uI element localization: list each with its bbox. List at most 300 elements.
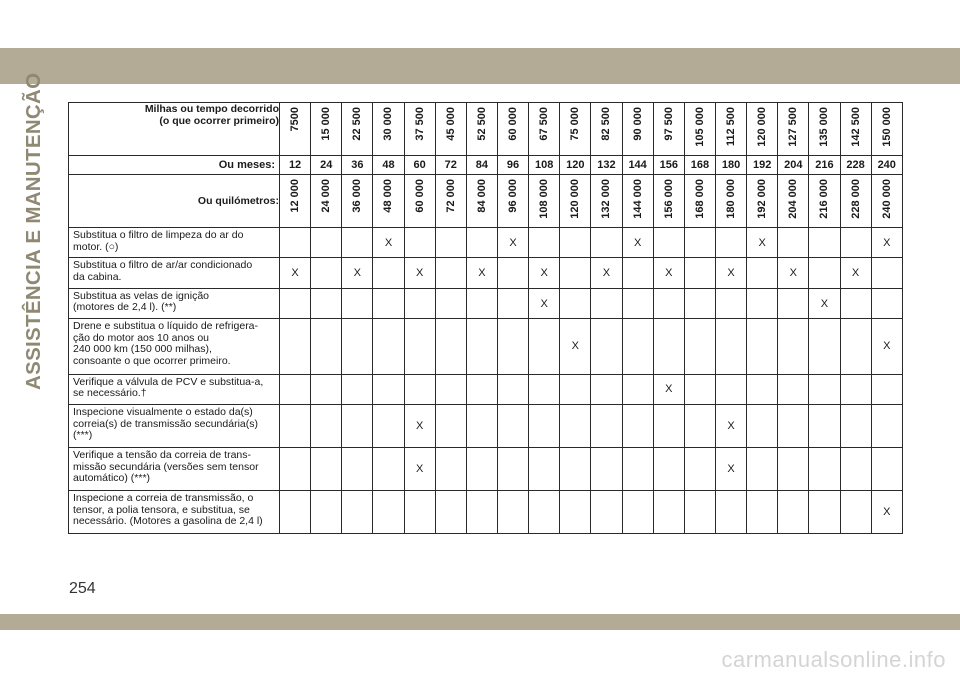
miles-cell — [404, 103, 435, 156]
service-mark-cell — [778, 319, 809, 374]
service-mark: X — [540, 267, 548, 280]
miles-value: 135 000 — [818, 107, 831, 147]
service-description-line: Substitua o filtro de ar/ar condicionado — [73, 259, 253, 272]
service-mark-cell — [342, 228, 373, 258]
service-mark-cell — [622, 374, 653, 404]
service-mark-cell — [809, 448, 840, 491]
km-value: 108 000 — [538, 179, 551, 219]
service-mark-cell — [871, 448, 902, 491]
maintenance-schedule-table — [68, 102, 903, 534]
service-mark-cell — [809, 405, 840, 448]
service-mark-cell — [497, 288, 528, 318]
km-cell — [778, 175, 809, 228]
service-mark-cell — [560, 448, 591, 491]
service-mark-cell — [560, 405, 591, 448]
miles-cell — [840, 103, 871, 156]
service-mark-cell — [684, 448, 715, 491]
km-value: 168 000 — [693, 179, 706, 219]
miles-cell — [622, 103, 653, 156]
service-mark-cell — [435, 491, 466, 534]
service-description-line: (***) — [73, 429, 93, 442]
service-mark-cell — [466, 448, 497, 491]
miles-value: 90 000 — [631, 107, 644, 141]
months-cell: 204 — [778, 156, 809, 175]
service-row — [69, 448, 903, 491]
miles-cell — [684, 103, 715, 156]
service-mark-cell — [715, 258, 746, 288]
service-mark-cell — [747, 258, 778, 288]
service-mark: X — [633, 236, 642, 249]
miles-value: 60 000 — [507, 107, 520, 141]
service-mark-cell — [591, 491, 622, 534]
miles-cell — [778, 103, 809, 156]
km-value: 36 000 — [351, 179, 364, 213]
side-title-text: ASSISTÊNCIA E MANUTENÇÃO — [22, 72, 45, 390]
service-mark: X — [727, 463, 735, 476]
service-mark-cell — [653, 258, 684, 288]
service-mark: X — [758, 236, 766, 249]
miles-cell — [497, 103, 528, 156]
service-mark-cell — [653, 448, 684, 491]
km-cell — [280, 175, 311, 228]
km-cell — [404, 175, 435, 228]
service-mark-cell — [311, 374, 342, 404]
service-mark-cell — [435, 374, 466, 404]
service-mark-cell — [871, 491, 902, 534]
miles-header-label-line: (o que ocorrer primeiro) — [159, 115, 279, 127]
service-mark-cell — [715, 405, 746, 448]
service-mark-cell — [591, 405, 622, 448]
service-mark: X — [665, 383, 673, 396]
service-mark-cell — [466, 405, 497, 448]
service-mark-cell — [840, 228, 871, 258]
km-value: 132 000 — [600, 179, 613, 219]
top-band — [0, 48, 960, 84]
miles-cell — [653, 103, 684, 156]
miles-cell — [435, 103, 466, 156]
service-mark-cell — [684, 319, 715, 374]
km-value: 192 000 — [756, 179, 769, 219]
header-row-km — [69, 175, 903, 228]
service-description — [69, 374, 280, 404]
service-mark: X — [883, 506, 891, 518]
miles-value: 142 500 — [849, 107, 862, 147]
service-description-line: missão secundária (versões sem tensor — [73, 460, 259, 473]
service-mark-cell — [840, 374, 871, 404]
service-mark-cell — [280, 448, 311, 491]
service-description-line: consoante o que ocorrer primeiro. — [73, 354, 231, 367]
service-mark: X — [353, 267, 362, 280]
miles-value: 120 000 — [756, 107, 769, 147]
km-cell — [435, 175, 466, 228]
km-value: 12 000 — [289, 179, 302, 213]
service-description-line: Inspecione a correia de transmissão, o — [73, 492, 254, 504]
miles-cell — [747, 103, 778, 156]
header-row-miles — [69, 103, 903, 156]
service-mark-cell — [560, 228, 591, 258]
service-description-line: da cabina. — [73, 270, 122, 283]
service-mark-cell — [373, 288, 404, 318]
service-mark-cell — [435, 228, 466, 258]
miles-value: 37 500 — [413, 107, 426, 141]
service-description-line: Verifique a tensão da correia de trans- — [73, 449, 252, 462]
months-cell: 120 — [560, 156, 591, 175]
miles-cell — [311, 103, 342, 156]
service-mark-cell — [778, 374, 809, 404]
service-mark-cell — [529, 374, 560, 404]
service-mark-cell — [280, 405, 311, 448]
service-mark-cell — [560, 319, 591, 374]
service-mark-cell — [871, 258, 902, 288]
service-mark-cell — [529, 491, 560, 534]
service-mark-cell — [280, 228, 311, 258]
service-mark-cell — [435, 258, 466, 288]
km-value: 72 000 — [444, 179, 457, 213]
service-description-line: automático) (***) — [73, 472, 151, 485]
service-mark-cell — [404, 448, 435, 491]
service-mark-cell — [529, 448, 560, 491]
service-mark-cell — [715, 319, 746, 374]
service-mark-cell — [497, 405, 528, 448]
service-mark-cell — [311, 258, 342, 288]
service-mark: X — [727, 420, 735, 433]
service-mark-cell — [373, 491, 404, 534]
service-row — [69, 258, 903, 288]
service-mark-cell — [715, 448, 746, 491]
service-mark-cell — [497, 258, 528, 288]
miles-value: 67 500 — [538, 107, 551, 141]
service-mark-cell — [466, 374, 497, 404]
km-cell — [653, 175, 684, 228]
miles-value: 30 000 — [382, 107, 395, 141]
service-description-line: se necessário.† — [73, 387, 147, 400]
service-mark-cell — [622, 288, 653, 318]
km-value: 60 000 — [413, 179, 426, 213]
service-mark-cell — [622, 491, 653, 534]
service-mark-cell — [529, 288, 560, 318]
watermark: carmanualsonline.info — [721, 647, 946, 672]
service-mark-cell — [840, 288, 871, 318]
service-mark-cell — [404, 374, 435, 404]
service-mark-cell — [435, 405, 466, 448]
service-row — [69, 491, 903, 534]
service-mark-cell — [560, 491, 591, 534]
service-description — [69, 491, 280, 534]
service-mark: X — [478, 267, 486, 280]
miles-value: 150 000 — [880, 107, 893, 147]
service-mark-cell — [529, 258, 560, 288]
service-description-line: necessário. (Motores a gasolina de 2,4 l) — [73, 515, 263, 527]
service-mark-cell — [653, 374, 684, 404]
service-mark-cell — [809, 374, 840, 404]
miles-cell — [373, 103, 404, 156]
km-cell — [591, 175, 622, 228]
bottom-band — [0, 614, 960, 630]
service-mark-cell — [311, 288, 342, 318]
service-mark-cell — [497, 448, 528, 491]
service-mark-cell — [622, 448, 653, 491]
service-row — [69, 319, 903, 374]
months-cell: 72 — [435, 156, 466, 175]
months-cell: 96 — [497, 156, 528, 175]
service-mark-cell — [560, 374, 591, 404]
service-mark-cell — [747, 374, 778, 404]
service-mark: X — [665, 267, 673, 280]
km-cell — [311, 175, 342, 228]
service-mark-cell — [404, 405, 435, 448]
km-value: 180 000 — [725, 179, 738, 219]
service-mark: X — [727, 267, 735, 280]
service-description-line: Drene e substitua o líquido de refrigera- — [73, 320, 259, 333]
service-mark-cell — [622, 405, 653, 448]
service-mark-cell — [342, 491, 373, 534]
months-cell: 192 — [747, 156, 778, 175]
km-value: 240 000 — [880, 179, 893, 219]
service-row — [69, 228, 903, 258]
km-value: 216 000 — [818, 179, 831, 219]
service-mark-cell — [715, 374, 746, 404]
service-mark-cell — [684, 228, 715, 258]
service-mark-cell — [342, 258, 373, 288]
service-mark-cell — [311, 319, 342, 374]
km-cell — [342, 175, 373, 228]
service-description-line: correia(s) de transmissão secundária(s) — [73, 417, 258, 430]
service-row — [69, 374, 903, 404]
service-description — [69, 258, 280, 288]
km-cell — [622, 175, 653, 228]
km-cell — [684, 175, 715, 228]
miles-value: 82 500 — [600, 107, 613, 141]
months-cell: 84 — [466, 156, 497, 175]
service-mark-cell — [497, 374, 528, 404]
miles-value: 112 500 — [725, 107, 738, 147]
km-value: 96 000 — [507, 179, 520, 213]
service-mark-cell — [591, 448, 622, 491]
months-cell: 156 — [653, 156, 684, 175]
service-mark-cell — [466, 491, 497, 534]
service-description-line: Inspecione visualmente o estado da(s) — [73, 406, 253, 419]
service-mark-cell — [591, 374, 622, 404]
service-mark-cell — [404, 258, 435, 288]
service-mark-cell — [778, 258, 809, 288]
service-mark-cell — [871, 374, 902, 404]
km-cell — [529, 175, 560, 228]
service-mark-cell — [747, 319, 778, 374]
service-mark-cell — [373, 374, 404, 404]
service-mark: X — [571, 340, 579, 353]
header-row-months — [69, 156, 903, 175]
service-mark-cell — [684, 258, 715, 288]
service-mark-cell — [653, 319, 684, 374]
service-description-line: Verifique a válvula de PCV e substitua-a, — [73, 375, 264, 388]
months-cell: 60 — [404, 156, 435, 175]
service-mark-cell — [591, 258, 622, 288]
km-cell — [840, 175, 871, 228]
service-mark: X — [415, 463, 424, 476]
miles-value: 7500 — [289, 107, 302, 132]
service-description — [69, 228, 280, 258]
service-mark-cell — [715, 288, 746, 318]
months-cell: 12 — [280, 156, 311, 175]
km-header-label: Ou quilómetros: — [69, 175, 280, 228]
service-mark-cell — [373, 448, 404, 491]
service-mark-cell — [466, 258, 497, 288]
service-mark-cell — [497, 228, 528, 258]
miles-value: 97 500 — [662, 107, 675, 141]
page-number: 254 — [69, 580, 96, 597]
service-mark-cell — [840, 405, 871, 448]
service-mark-cell — [466, 319, 497, 374]
service-mark-cell — [778, 288, 809, 318]
service-mark-cell — [466, 228, 497, 258]
service-description-line: Substitua o filtro de limpeza do ar do — [73, 229, 244, 241]
km-value: 204 000 — [787, 179, 800, 219]
service-mark-cell — [653, 288, 684, 318]
km-cell — [747, 175, 778, 228]
service-mark-cell — [373, 228, 404, 258]
service-mark-cell — [840, 319, 871, 374]
months-cell: 48 — [373, 156, 404, 175]
service-mark-cell — [871, 228, 902, 258]
service-description — [69, 405, 280, 448]
service-mark-cell — [529, 405, 560, 448]
service-mark: X — [509, 236, 517, 249]
miles-cell — [871, 103, 902, 156]
service-mark-cell — [778, 405, 809, 448]
service-mark: X — [384, 236, 393, 249]
miles-value: 45 000 — [444, 107, 457, 141]
service-mark-cell — [653, 228, 684, 258]
service-description-line: Substitua as velas de ignição — [73, 289, 210, 302]
service-mark-cell — [311, 491, 342, 534]
miles-value: 127 500 — [787, 107, 800, 147]
km-value: 24 000 — [320, 179, 333, 213]
service-mark-cell — [560, 288, 591, 318]
miles-value: 105 000 — [693, 107, 706, 147]
km-cell — [560, 175, 591, 228]
service-mark-cell — [404, 319, 435, 374]
miles-value: 52 500 — [475, 107, 488, 141]
service-mark-cell — [373, 258, 404, 288]
service-mark: X — [851, 267, 860, 280]
miles-value: 15 000 — [320, 107, 333, 141]
miles-cell — [529, 103, 560, 156]
service-mark: X — [415, 420, 424, 433]
service-mark-cell — [435, 448, 466, 491]
service-mark-cell — [684, 405, 715, 448]
months-cell: 132 — [591, 156, 622, 175]
service-mark-cell — [840, 448, 871, 491]
months-cell: 144 — [622, 156, 653, 175]
km-value: 120 000 — [569, 179, 582, 219]
service-mark: X — [540, 297, 548, 310]
service-description — [69, 319, 280, 374]
service-mark-cell — [684, 491, 715, 534]
service-mark-cell — [871, 405, 902, 448]
service-mark-cell — [591, 288, 622, 318]
service-mark-cell — [622, 228, 653, 258]
miles-cell — [560, 103, 591, 156]
service-mark-cell — [591, 228, 622, 258]
km-cell — [809, 175, 840, 228]
service-mark-cell — [653, 491, 684, 534]
service-mark-cell — [809, 228, 840, 258]
months-cell: 216 — [809, 156, 840, 175]
service-mark-cell — [435, 319, 466, 374]
service-description — [69, 288, 280, 318]
service-row — [69, 405, 903, 448]
service-mark-cell — [809, 319, 840, 374]
service-mark-cell — [497, 319, 528, 374]
service-mark-cell — [871, 319, 902, 374]
service-mark-cell — [280, 258, 311, 288]
miles-cell — [715, 103, 746, 156]
km-cell — [497, 175, 528, 228]
service-mark-cell — [684, 288, 715, 318]
service-mark: X — [883, 340, 891, 353]
service-mark-cell — [809, 258, 840, 288]
service-mark-cell — [404, 228, 435, 258]
service-mark-cell — [747, 491, 778, 534]
months-header-label: Ou meses: — [69, 156, 280, 175]
service-mark-cell — [311, 228, 342, 258]
service-mark-cell — [747, 228, 778, 258]
service-mark-cell — [342, 448, 373, 491]
km-cell — [466, 175, 497, 228]
service-mark-cell — [747, 448, 778, 491]
service-mark-cell — [809, 491, 840, 534]
service-description-line: (motores de 2,4 l). (**) — [73, 301, 177, 314]
service-mark-cell — [747, 288, 778, 318]
miles-cell — [591, 103, 622, 156]
service-row — [69, 288, 903, 318]
miles-cell — [809, 103, 840, 156]
service-mark-cell — [342, 288, 373, 318]
km-value: 156 000 — [662, 179, 675, 219]
months-cell: 36 — [342, 156, 373, 175]
km-cell — [373, 175, 404, 228]
service-mark-cell — [311, 405, 342, 448]
service-mark-cell — [778, 228, 809, 258]
service-mark-cell — [715, 491, 746, 534]
service-mark-cell — [373, 319, 404, 374]
service-mark: X — [291, 267, 299, 280]
service-mark-cell — [840, 491, 871, 534]
km-value: 84 000 — [475, 179, 488, 213]
service-mark-cell — [342, 319, 373, 374]
service-mark: X — [820, 297, 829, 310]
service-mark: X — [883, 236, 891, 249]
km-cell — [871, 175, 902, 228]
service-mark-cell — [591, 319, 622, 374]
service-mark-cell — [435, 288, 466, 318]
km-cell — [715, 175, 746, 228]
service-mark-cell — [622, 258, 653, 288]
service-mark-cell — [840, 258, 871, 288]
months-cell: 228 — [840, 156, 871, 175]
service-description-line: 240 000 km (150 000 milhas), — [73, 343, 212, 356]
service-mark: X — [415, 267, 424, 280]
service-mark-cell — [311, 448, 342, 491]
months-cell: 240 — [871, 156, 902, 175]
service-mark-cell — [280, 491, 311, 534]
months-cell: 108 — [529, 156, 560, 175]
service-mark-cell — [280, 288, 311, 318]
months-cell: 168 — [684, 156, 715, 175]
service-description — [69, 448, 280, 491]
miles-value: 75 000 — [569, 107, 582, 141]
service-mark-cell — [280, 374, 311, 404]
